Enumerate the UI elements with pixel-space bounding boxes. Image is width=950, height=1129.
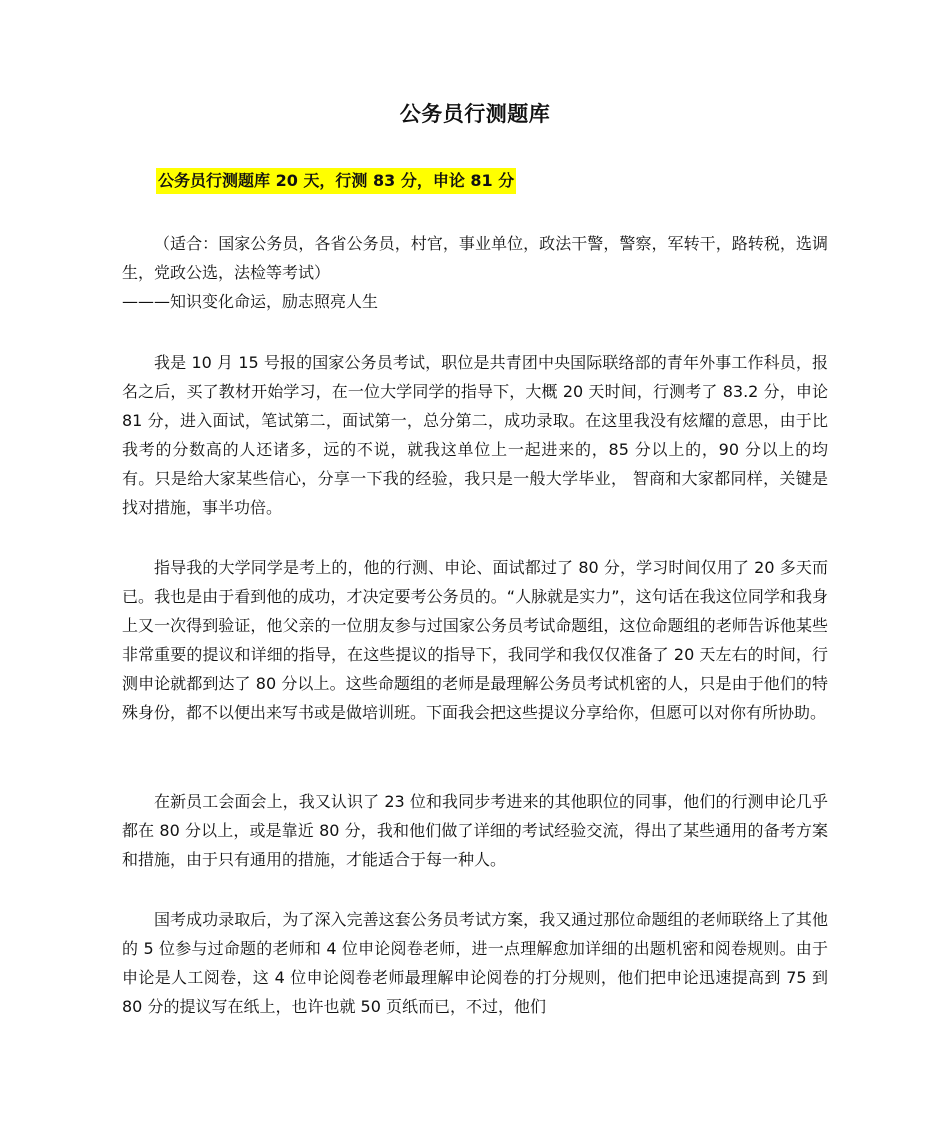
paragraph-3: [122, 787, 828, 874]
paragraph-text: 我是 10 月 15 号报的国家公务员考试，职位是共青团中央国际联络部的青年外事工作科员，报名之后，买了教材开始学习，在一位大学同学的指导下，大概 20 天时间，行测考了 83.2 分，申论 81 分，进入面试，笔试第二，面试第一，总分第二，成功录取。在这里我没有炫耀的意思，由于比我考的分数高的人还诸多，远的不说，就我这单位上一起进来的，85 分以上的，90 分以上的均有。只是给大家某些信心，分享一下我的经验，我只是一般大学毕业， 智商和大家都同样，关键是找对措施，事半功倍。: [122, 353, 828, 517]
paragraph-text: 国考成功录取后，为了深入完善这套公务员考试方案，我又通过那位命题组的老师联络上了其他的 5 位参与过命题的老师和 4 位申论阅卷老师，进一点理解愈加详细的出题机密和阅卷规则。由于申论是人工阅卷，这 4 位申论阅卷老师最理解申论阅卷的打分规则，他们把申论迅速提高到 75 到 80 分的提议写在纸上，也许也就 50 页纸而已，不过，他们: [122, 910, 828, 1016]
slogan-text: ———知识变化命运，励志照亮人生: [122, 292, 379, 311]
paragraph-1: [122, 348, 828, 522]
suitable-for-text: （适合：国家公务员，各省公务员，村官，事业单位，政法干警，警察，军转干，路转税，选调生，党政公选，法检等考试）: [122, 234, 828, 282]
paragraph-4: [122, 905, 828, 1021]
paragraph-text: 指导我的大学同学是考上的，他的行测、申论、面试都过了 80 分，学习时间仅用了 20 多天而已。我也是由于看到他的成功，才决定要考公务员的。“人脉就是实力”，这句话在我这位同学和我身上又一次得到验证，他父亲的一位朋友参与过国家公务员考试命题组，这位命题组的老师告诉他某些非常重要的提议和详细的指导，在这些提议的指导下，我同学和我仅仅准备了 20 天左右的时间，行测申论就都到达了 80 分以上。这些命题组的老师是最理解公务员考试机密的人，只是由于他们的特殊身份，都不以便出来写书或是做培训班。下面我会把这些提议分享给你，但愿可以对你有所协助。: [122, 558, 828, 722]
suitable-for-section: [122, 229, 828, 316]
paragraph-text: 在新员工会面会上，我又认识了 23 位和我同步考进来的其他职位的同事，他们的行测申论几乎都在 80 分以上，或是靠近 80 分，我和他们做了详细的考试经验交流，得出了某些通用的备考方案和措施，由于只有通用的措施，才能适合于每一种人。: [122, 792, 828, 869]
highlighted-subtitle: 公务员行测题库 20 天，行测 83 分，申论 81 分: [156, 168, 516, 194]
document-title: 公务员行测题库: [399, 102, 551, 126]
paragraph-2: [122, 553, 828, 727]
